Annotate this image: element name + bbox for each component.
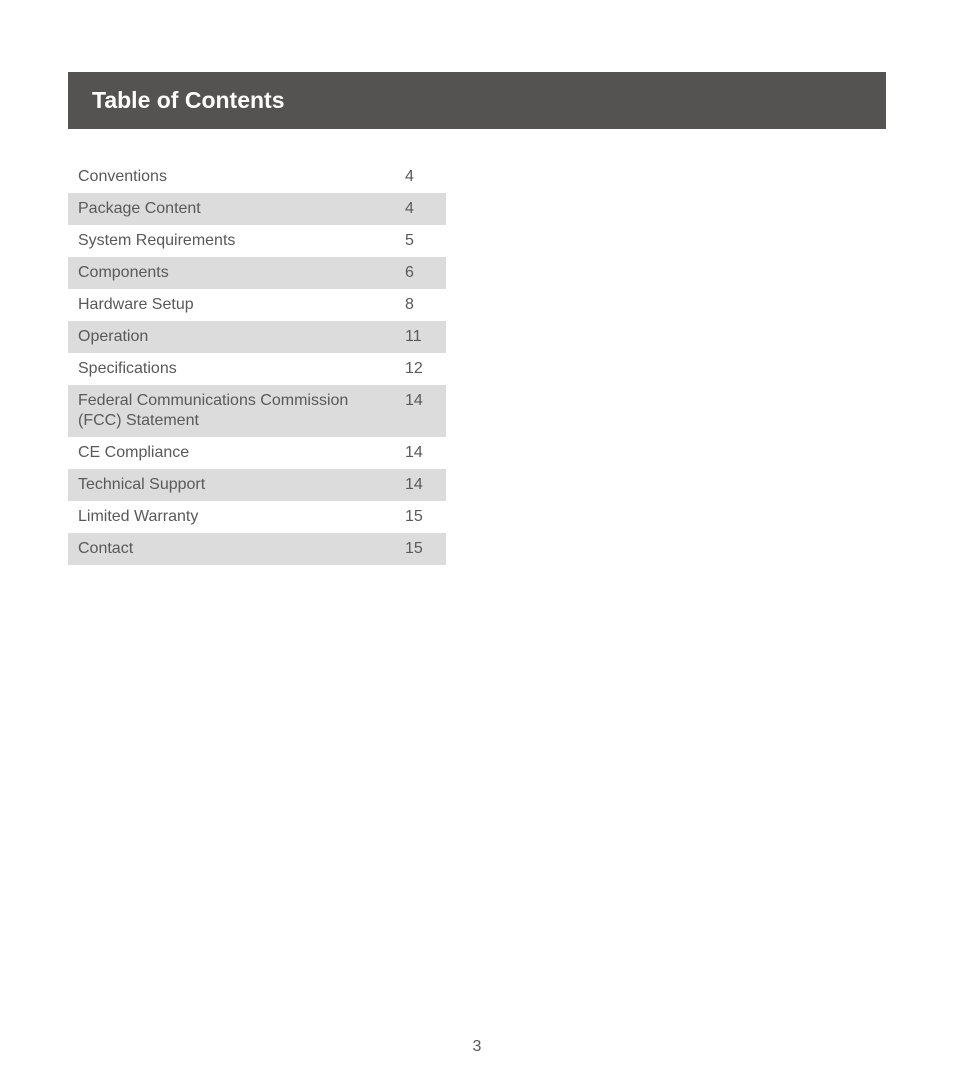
toc-entry-title: Hardware Setup	[78, 296, 194, 313]
toc-row[interactable]	[68, 193, 446, 225]
page-title: Table of Contents	[92, 87, 285, 113]
toc-entry-title: Specifications	[78, 360, 177, 377]
toc-entry-title: Federal Communications Commission (FCC) Statement	[78, 392, 349, 429]
toc-row[interactable]	[68, 469, 446, 501]
toc-row[interactable]	[68, 385, 446, 437]
toc-row[interactable]	[68, 353, 446, 385]
toc-entry-title: System Requirements	[78, 232, 236, 249]
toc-entry-page: 15	[405, 540, 423, 557]
toc-entry-page: 8	[405, 296, 414, 313]
toc-entry-title: Operation	[78, 328, 149, 345]
toc-entry-title: Package Content	[78, 200, 201, 217]
toc-entry-page: 11	[405, 328, 422, 345]
toc-entry-page: 14	[405, 444, 423, 461]
toc-entry-page: 4	[405, 200, 414, 217]
toc-row[interactable]	[68, 533, 446, 565]
toc-entry-page: 5	[405, 232, 414, 249]
toc-row[interactable]	[68, 161, 446, 193]
toc-entry-page: 6	[405, 264, 414, 281]
toc-entry-title: Components	[78, 264, 169, 281]
page-number: 3	[472, 1038, 482, 1055]
toc-row[interactable]	[68, 257, 446, 289]
toc-row[interactable]	[68, 501, 446, 533]
toc-entry-title: Contact	[78, 540, 134, 557]
toc-row[interactable]	[68, 225, 446, 257]
toc-entry-page: 15	[405, 508, 423, 525]
toc-header-bar	[68, 72, 886, 129]
toc-entry-title: Limited Warranty	[78, 508, 199, 525]
toc-entry-page: 4	[405, 168, 414, 185]
toc-entry-title: Technical Support	[78, 476, 206, 493]
toc-row[interactable]	[68, 289, 446, 321]
toc-entry-title: Conventions	[78, 168, 167, 185]
toc-entry-page: 14	[405, 392, 423, 409]
toc-row[interactable]	[68, 437, 446, 469]
toc-entry-title: CE Compliance	[78, 444, 190, 461]
toc-table	[68, 161, 446, 565]
toc-entry-page: 12	[405, 360, 423, 377]
toc-row[interactable]	[68, 321, 446, 353]
toc-entry-page: 14	[405, 476, 423, 493]
